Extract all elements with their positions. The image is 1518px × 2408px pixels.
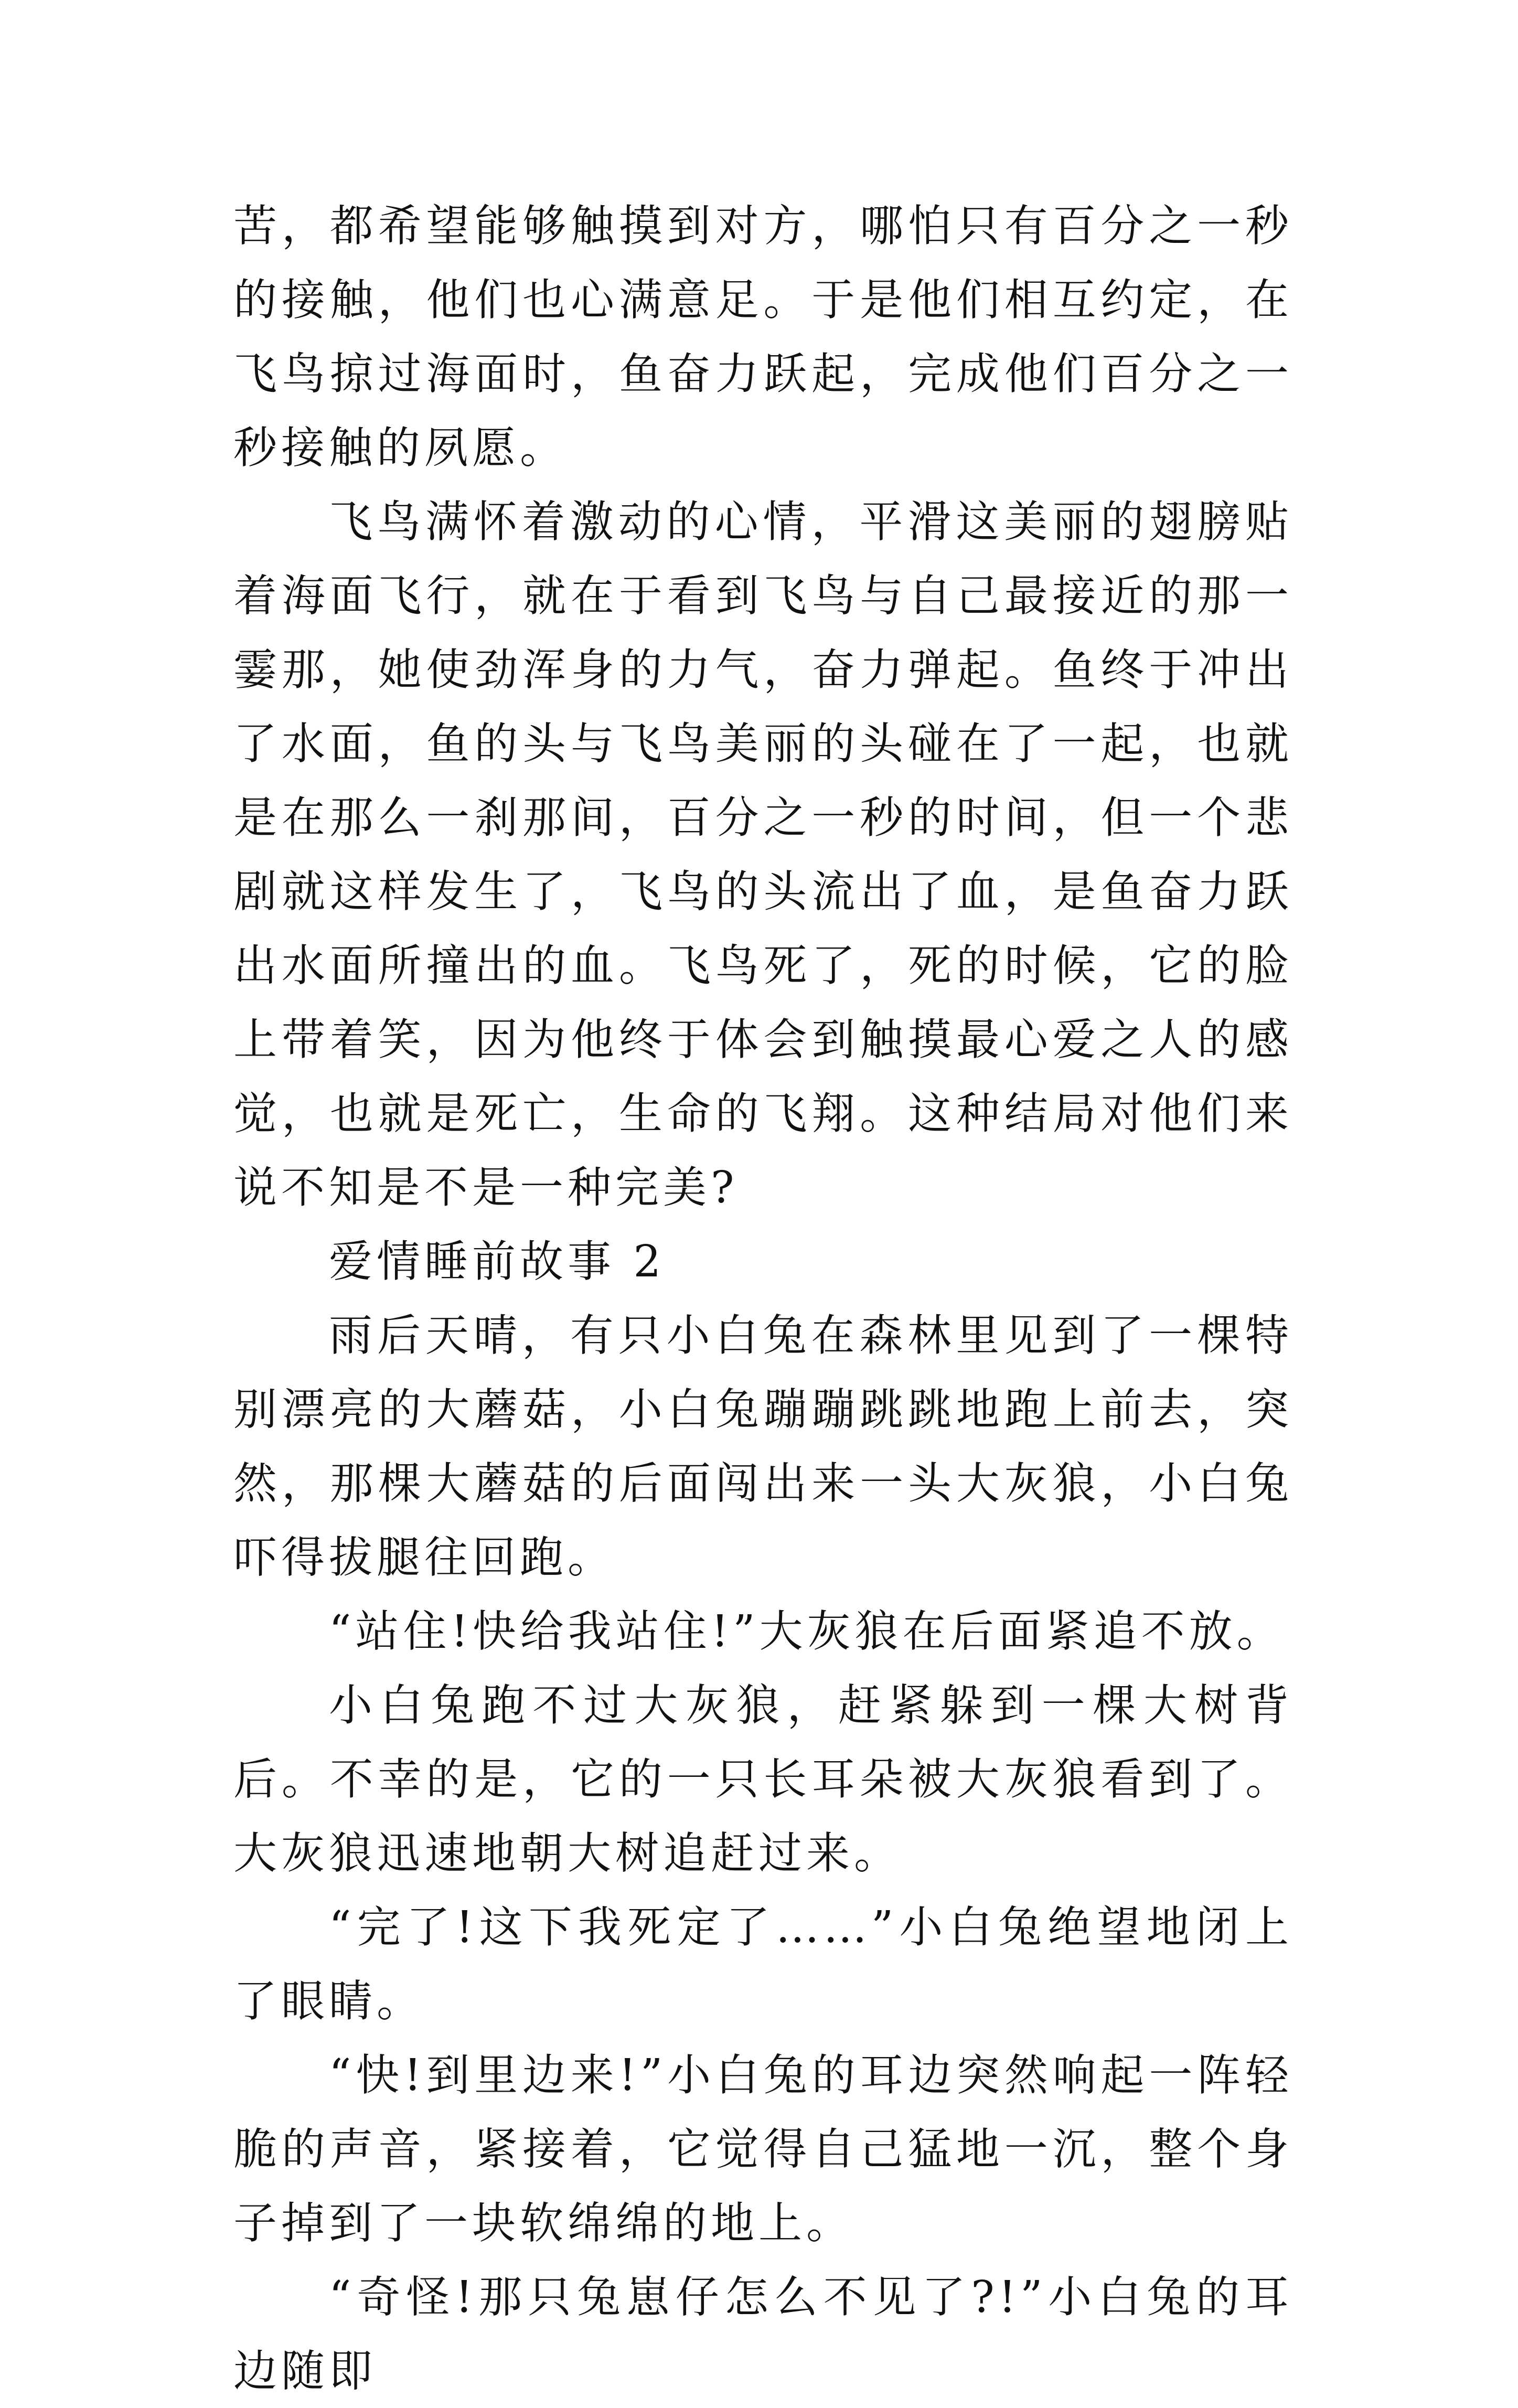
paragraph-4: “站住!快给我站住!”大灰狼在后面紧追不放。 — [329, 1606, 1285, 1657]
paragraph-7: “快!到里边来!”小白兔的耳边突然响起一阵轻脆的声音，紧接着，它觉得自己猛地一沉，整个身子掉到了一块软绵绵的地上。 — [233, 2050, 1293, 2249]
paragraph-5: 小白兔跑不过大灰狼，赶紧躲到一棵大树背后。不幸的是，它的一只长耳朵被大灰狼看到了。大灰狼迅速地朝大树追赶过来。 — [233, 1680, 1293, 1879]
paragraph-6: “完了!这下我死定了……”小白兔绝望地闭上了眼睛。 — [233, 1902, 1293, 2027]
section-heading: 爱情睡前故事 2 — [329, 1236, 666, 1287]
document-body — [233, 189, 1293, 2408]
paragraph-3: 雨后天晴，有只小白兔在森林里见到了一棵特别漂亮的大蘑菇，小白兔蹦蹦跳跳地跑上前去，突然，那棵大蘑菇的后面闯出来一头大灰狼，小白兔吓得拔腿往回跑。 — [233, 1310, 1293, 1583]
paragraph-1: 苦，都希望能够触摸到对方，哪怕只有百分之一秒的接触，他们也心满意足。于是他们相互约定，在飞鸟掠过海面时，鱼奋力跃起，完成他们百分之一秒接触的夙愿。 — [233, 200, 1293, 473]
paragraph-2: 飞鸟满怀着激动的心情，平滑这美丽的翅膀贴着海面飞行，就在于看到飞鸟与自己最接近的那一霎那，她使劲浑身的力气，奋力弹起。鱼终于冲出了水面，鱼的头与飞鸟美丽的头碰在了一起，也就是在那么一刹那间，百分之一秒的时间，但一个悲剧就这样发生了，飞鸟的头流出了血，是鱼奋力跃出水面所撞出的血。飞鸟死了，死的时候，它的脸上带着笑，因为他终于体会到触摸最心爱之人的感觉，也就是死亡，生命的飞翔。这种结局对他们来说不知是不是一种完美? — [233, 496, 1293, 1213]
paragraph-8: “奇怪!那只兔崽仔怎么不见了?!”小白兔的耳边随即 — [233, 2272, 1293, 2396]
